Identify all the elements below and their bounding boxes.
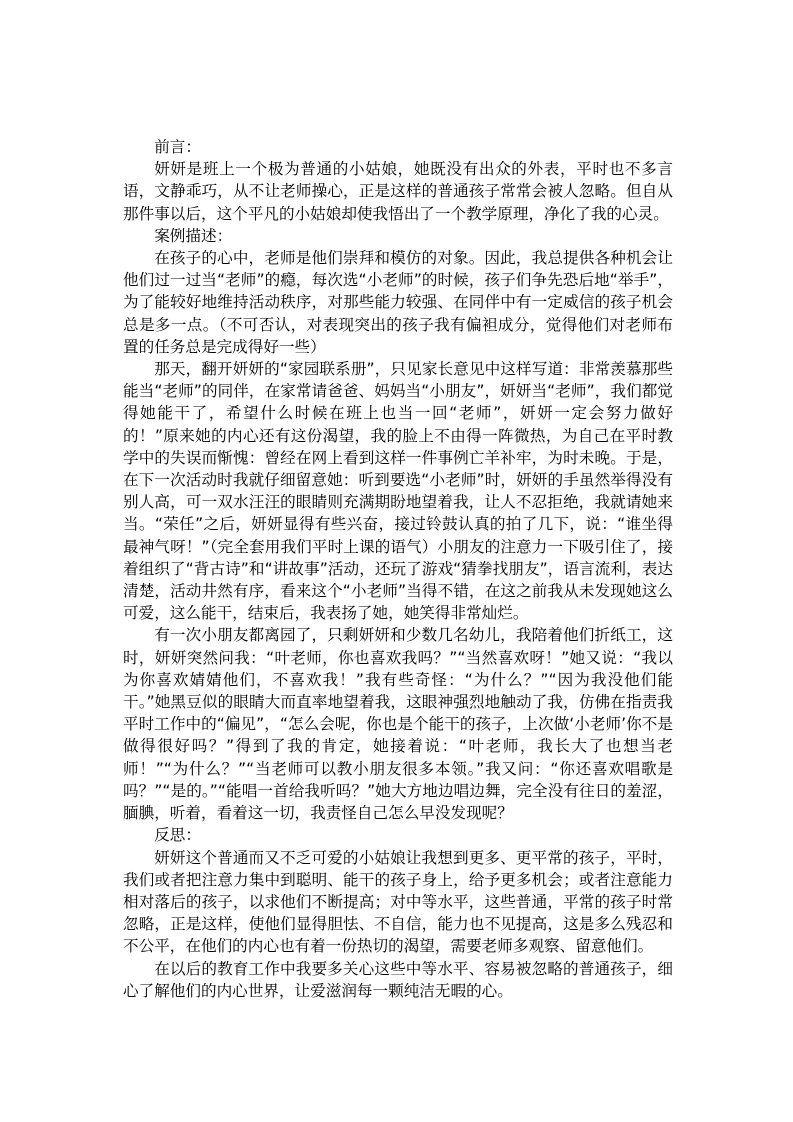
paragraph: 妍妍是班上一个极为普通的小姑娘，她既没有出众的外表，平时也不多言语，文静乖巧，从不让老师操心，正是这样的普通孩子常常会被人忽略。但自从那件事以后，这个平凡的小姑娘却使我悟出了一个教学原理，净化了我的心灵。 [123,160,673,223]
section-reflection [123,824,673,1002]
paragraph: 那天，翻开妍妍的“家园联系册”，只见家长意见中这样写道：非常羡慕那些能当“老师”的同伴，在家常请爸爸、妈妈当“小朋友”，妍妍当“老师”，我们都觉得她能干了，希望什么时候在班上也当一回“老师”，妍妍一定会努力做好的！”原来她的内心还有这份渴望，我的脸上不由得一阵微热，为自己在平时教学中的失误而惭愧：曾经在网上看到这样一件事例亡羊补牢，为时未晚。于是，在下一次活动时我就仔细留意她：听到要选“小老师”时，妍妍的手虽然举得没有别人高，可一双水汪汪的眼睛则充满期盼地望着我，让人不忍拒绝，我就请她来当。“荣任”之后，妍妍显得有些兴奋，接过铃鼓认真的拍了几下，说：“谁坐得最神气呀！”（完全套用我们平时上课的语气）小朋友的注意力一下吸引住了，接着组织了“背古诗”和“讲故事”活动，还玩了游戏“猜拳找朋友”，语言流利，表达清楚，活动井然有序，看来这个“小老师”当得不错，在这之前我从未发现她这么可爱，这么能干，结束后，我表扬了她，她笑得非常灿烂。 [123,360,673,623]
section-case-description [123,225,673,824]
paragraph: 在以后的教育工作中我要多关心这些中等水平、容易被忽略的普通孩子，细心了解他们的内心世界，让爱滋润每一颗纯洁无暇的心。 [123,959,673,1000]
paragraph: 有一次小朋友都离园了，只剩妍妍和少数几名幼儿，我陪着他们折纸工，这时，妍妍突然问我：“叶老师，你也喜欢我吗？”“当然喜欢呀！”她又说：“我以为你喜欢婧婧他们，不喜欢我！”我有些奇怪：“为什么？”“因为我没他们能干。”她黑豆似的眼睛大而直率地望着我，这眼神强烈地触动了我，仿佛在指责我平时工作中的“偏见”，“怎么会呢，你也是个能干的孩子，上次做‘小老师’你不是做得很好吗？”得到了我的肯定，她接着说：“叶老师，我长大了也想当老师！”“为什么？”“当老师可以教小朋友很多本领。”我又问：“你还喜欢唱歌是吗？”“是的。”“能唱一首给我听吗？”她大方地边唱边舞，完全没有往日的羞涩，腼腆，听着，看着这一切，我责怪自己怎么早没发现呢？ [123,626,673,823]
section-heading: 案例描述： [154,226,233,245]
section-heading: 前言： [154,138,201,156]
section-heading: 反思： [154,826,201,845]
paragraph: 妍妍这个普通而又不乏可爱的小姑娘让我想到更多、更平常的孩子，平时，我们或者把注意力集中到聪明、能干的孩子身上，给予更多机会；或者注意能力相对落后的孩子，以求他们不断提高；对中等水平，这些普通，平常的孩子时常忽略，正是这样，使他们显得胆怯、不自信，能力也不见提高，这是多么残忍和不公平，在他们的内心也有着一份热切的渴望，需要老师多观察、留意他们。 [123,848,673,956]
document-page [123,136,673,1002]
paragraph: 在孩子的心中，老师是他们崇拜和模仿的对象。因此，我总提供各种机会让他们过一过当“老师”的瘾，每次选“小老师”的时候，孩子们争先恐后地“举手”，为了能较好地维持活动秩序，对那些能力较强、在同伴中有一定威信的孩子机会总是多一点。（不可否认，对表现突出的孩子我有偏袒成分，觉得他们对老师布置的任务总是完成得好一些） [123,249,673,356]
section-preface [123,136,673,225]
